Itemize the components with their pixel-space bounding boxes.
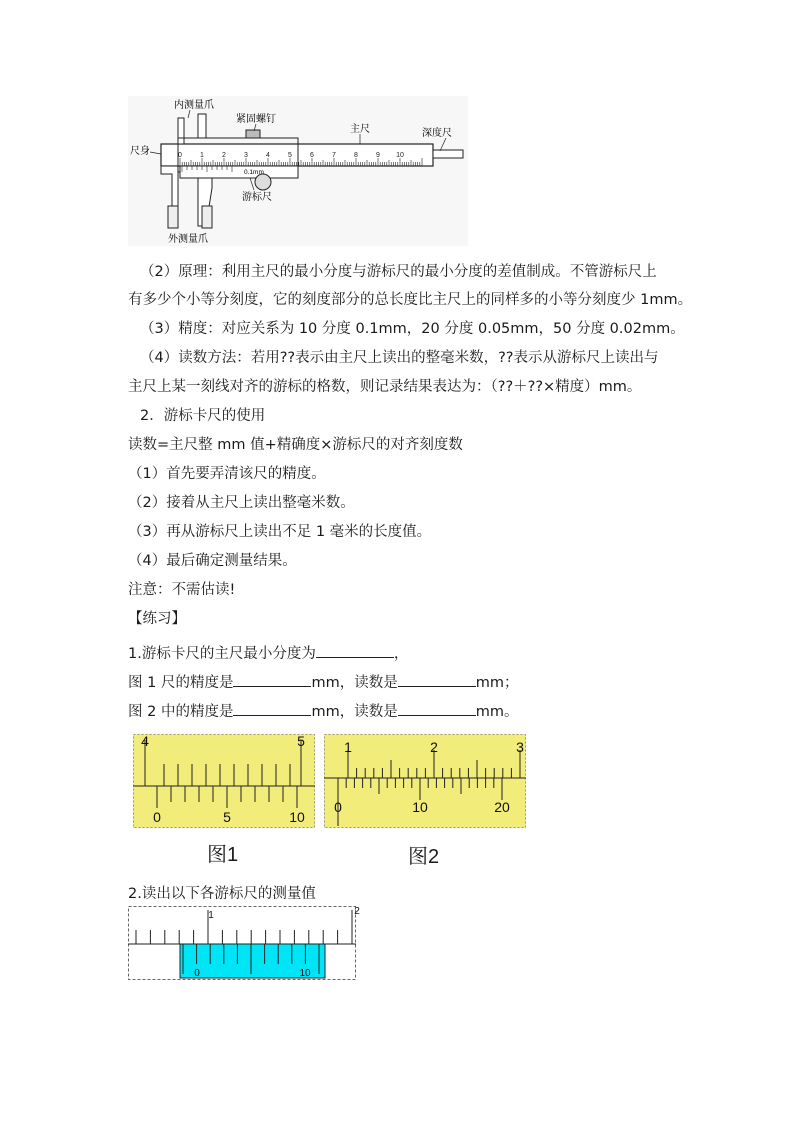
q1-suffix: ， <box>393 646 409 662</box>
vernier-label: 10 <box>412 799 428 815</box>
precision-mark: 0.1mm <box>244 169 264 176</box>
main-scale-number: 3 <box>244 152 248 159</box>
main-scale-number: 6 <box>310 152 314 159</box>
q1-line <box>128 643 408 664</box>
vernier-label: 0 <box>153 809 161 825</box>
lock-screw-label: 紧固螺钉 <box>236 114 276 125</box>
vernier-caliper-diagram <box>128 96 468 246</box>
main-scale-number: 8 <box>354 152 358 159</box>
para2-line2: 有多少个小等分刻度，它的刻度部分的总长度比主尺上的同样多的小等分刻度少 1mm。 <box>128 292 693 308</box>
fig2-reading-text: mm，读数是 <box>311 704 398 720</box>
step-1: （1）首先要弄清该尺的精度。 <box>128 466 326 482</box>
figure-2-vernier <box>324 734 526 828</box>
main-scale-number: 10 <box>396 152 404 159</box>
q2-title: 2.读出以下各游标尺的测量值 <box>128 886 316 902</box>
main-label: 5 <box>297 733 305 749</box>
outer-jaw-label: 外测量爪 <box>168 234 208 245</box>
answer-blank-fig1-precision[interactable] <box>233 672 311 687</box>
vernier-label: 5 <box>223 809 231 825</box>
figure-1-vernier <box>133 734 315 828</box>
note: 注意：不需估读! <box>128 582 236 598</box>
main-label: 2 <box>430 739 438 755</box>
main-scale-number: 0 <box>178 152 182 159</box>
main-scale-number: 9 <box>376 152 380 159</box>
main-label: 2 <box>354 906 360 917</box>
vernier-label: 0 <box>194 968 200 979</box>
para4-line1: （4）读数方法：若用??表示由主尺上读出的整毫米数，??表示从游标尺上读出与 <box>140 350 659 366</box>
main-label: 3 <box>516 739 524 755</box>
section2-title: 2．游标卡尺的使用 <box>140 408 266 424</box>
vernier-label: 0 <box>334 799 342 815</box>
step-3: （3）再从游标尺上读出不足 1 毫米的长度值。 <box>128 524 432 540</box>
para2-line1: （2）原理：利用主尺的最小分度与游标尺的最小分度的差值制成。不管游标尺上 <box>140 264 657 280</box>
para4-line2: 主尺上某一刻线对齐的游标的格数，则记录结果表达为：（??＋??×精度）mm。 <box>128 379 642 395</box>
main-scale-number: 1 <box>200 152 204 159</box>
main-scale-number: 5 <box>288 152 292 159</box>
figure-1-caption: 图1 <box>207 844 239 866</box>
answer-blank-fig2-precision[interactable] <box>233 701 311 716</box>
fig1-precision-text: 图 1 尺的精度是 <box>128 675 234 691</box>
answer-blank-fig2-reading[interactable] <box>398 701 476 716</box>
step-2: （2）接着从主尺上读出整毫米数。 <box>128 495 355 511</box>
main-scale-label: 主尺 <box>350 124 370 135</box>
vernier-label: 游标尺 <box>242 192 272 203</box>
fig2-end-text: mm。 <box>475 704 519 720</box>
fig1-reading-text: mm，读数是 <box>311 675 398 691</box>
depth-rod-label: 深度尺 <box>422 128 452 139</box>
vernier-label: 10 <box>289 809 305 825</box>
main-scale-number: 4 <box>266 152 270 159</box>
inner-jaw-label: 内测量爪 <box>174 100 214 111</box>
step-4: （4）最后确定测量结果。 <box>128 553 297 569</box>
body-label: 尺身 <box>130 146 150 157</box>
q1-fig2-line <box>128 701 518 722</box>
answer-blank-min-division[interactable] <box>316 643 394 658</box>
para3: （3）精度：对应关系为 10 分度 0.1mm，20 分度 0.05mm，50 分度 0.02mm。 <box>140 321 685 337</box>
main-label: 4 <box>141 733 149 749</box>
vernier-label: 10 <box>299 968 311 979</box>
fig2-precision-text: 图 2 中的精度是 <box>128 704 234 720</box>
answer-blank-fig1-reading[interactable] <box>398 672 476 687</box>
figure-2-caption: 图2 <box>408 846 440 868</box>
main-label: 1 <box>344 739 352 755</box>
main-scale-number: 2 <box>222 152 226 159</box>
q2-vernier-figure <box>128 906 360 980</box>
practice-title: 【练习】 <box>128 611 186 627</box>
main-scale-number: 7 <box>332 152 336 159</box>
fig1-end-text: mm； <box>475 675 519 691</box>
q1-fig1-line <box>128 672 518 693</box>
main-label: 1 <box>208 910 214 921</box>
vernier-label: 20 <box>494 799 510 815</box>
formula: 读数=主尺整 mm 值+精确度×游标尺的对齐刻度数 <box>128 437 463 453</box>
q1-prefix: 1.游标卡尺的主尺最小分度为 <box>128 646 316 662</box>
